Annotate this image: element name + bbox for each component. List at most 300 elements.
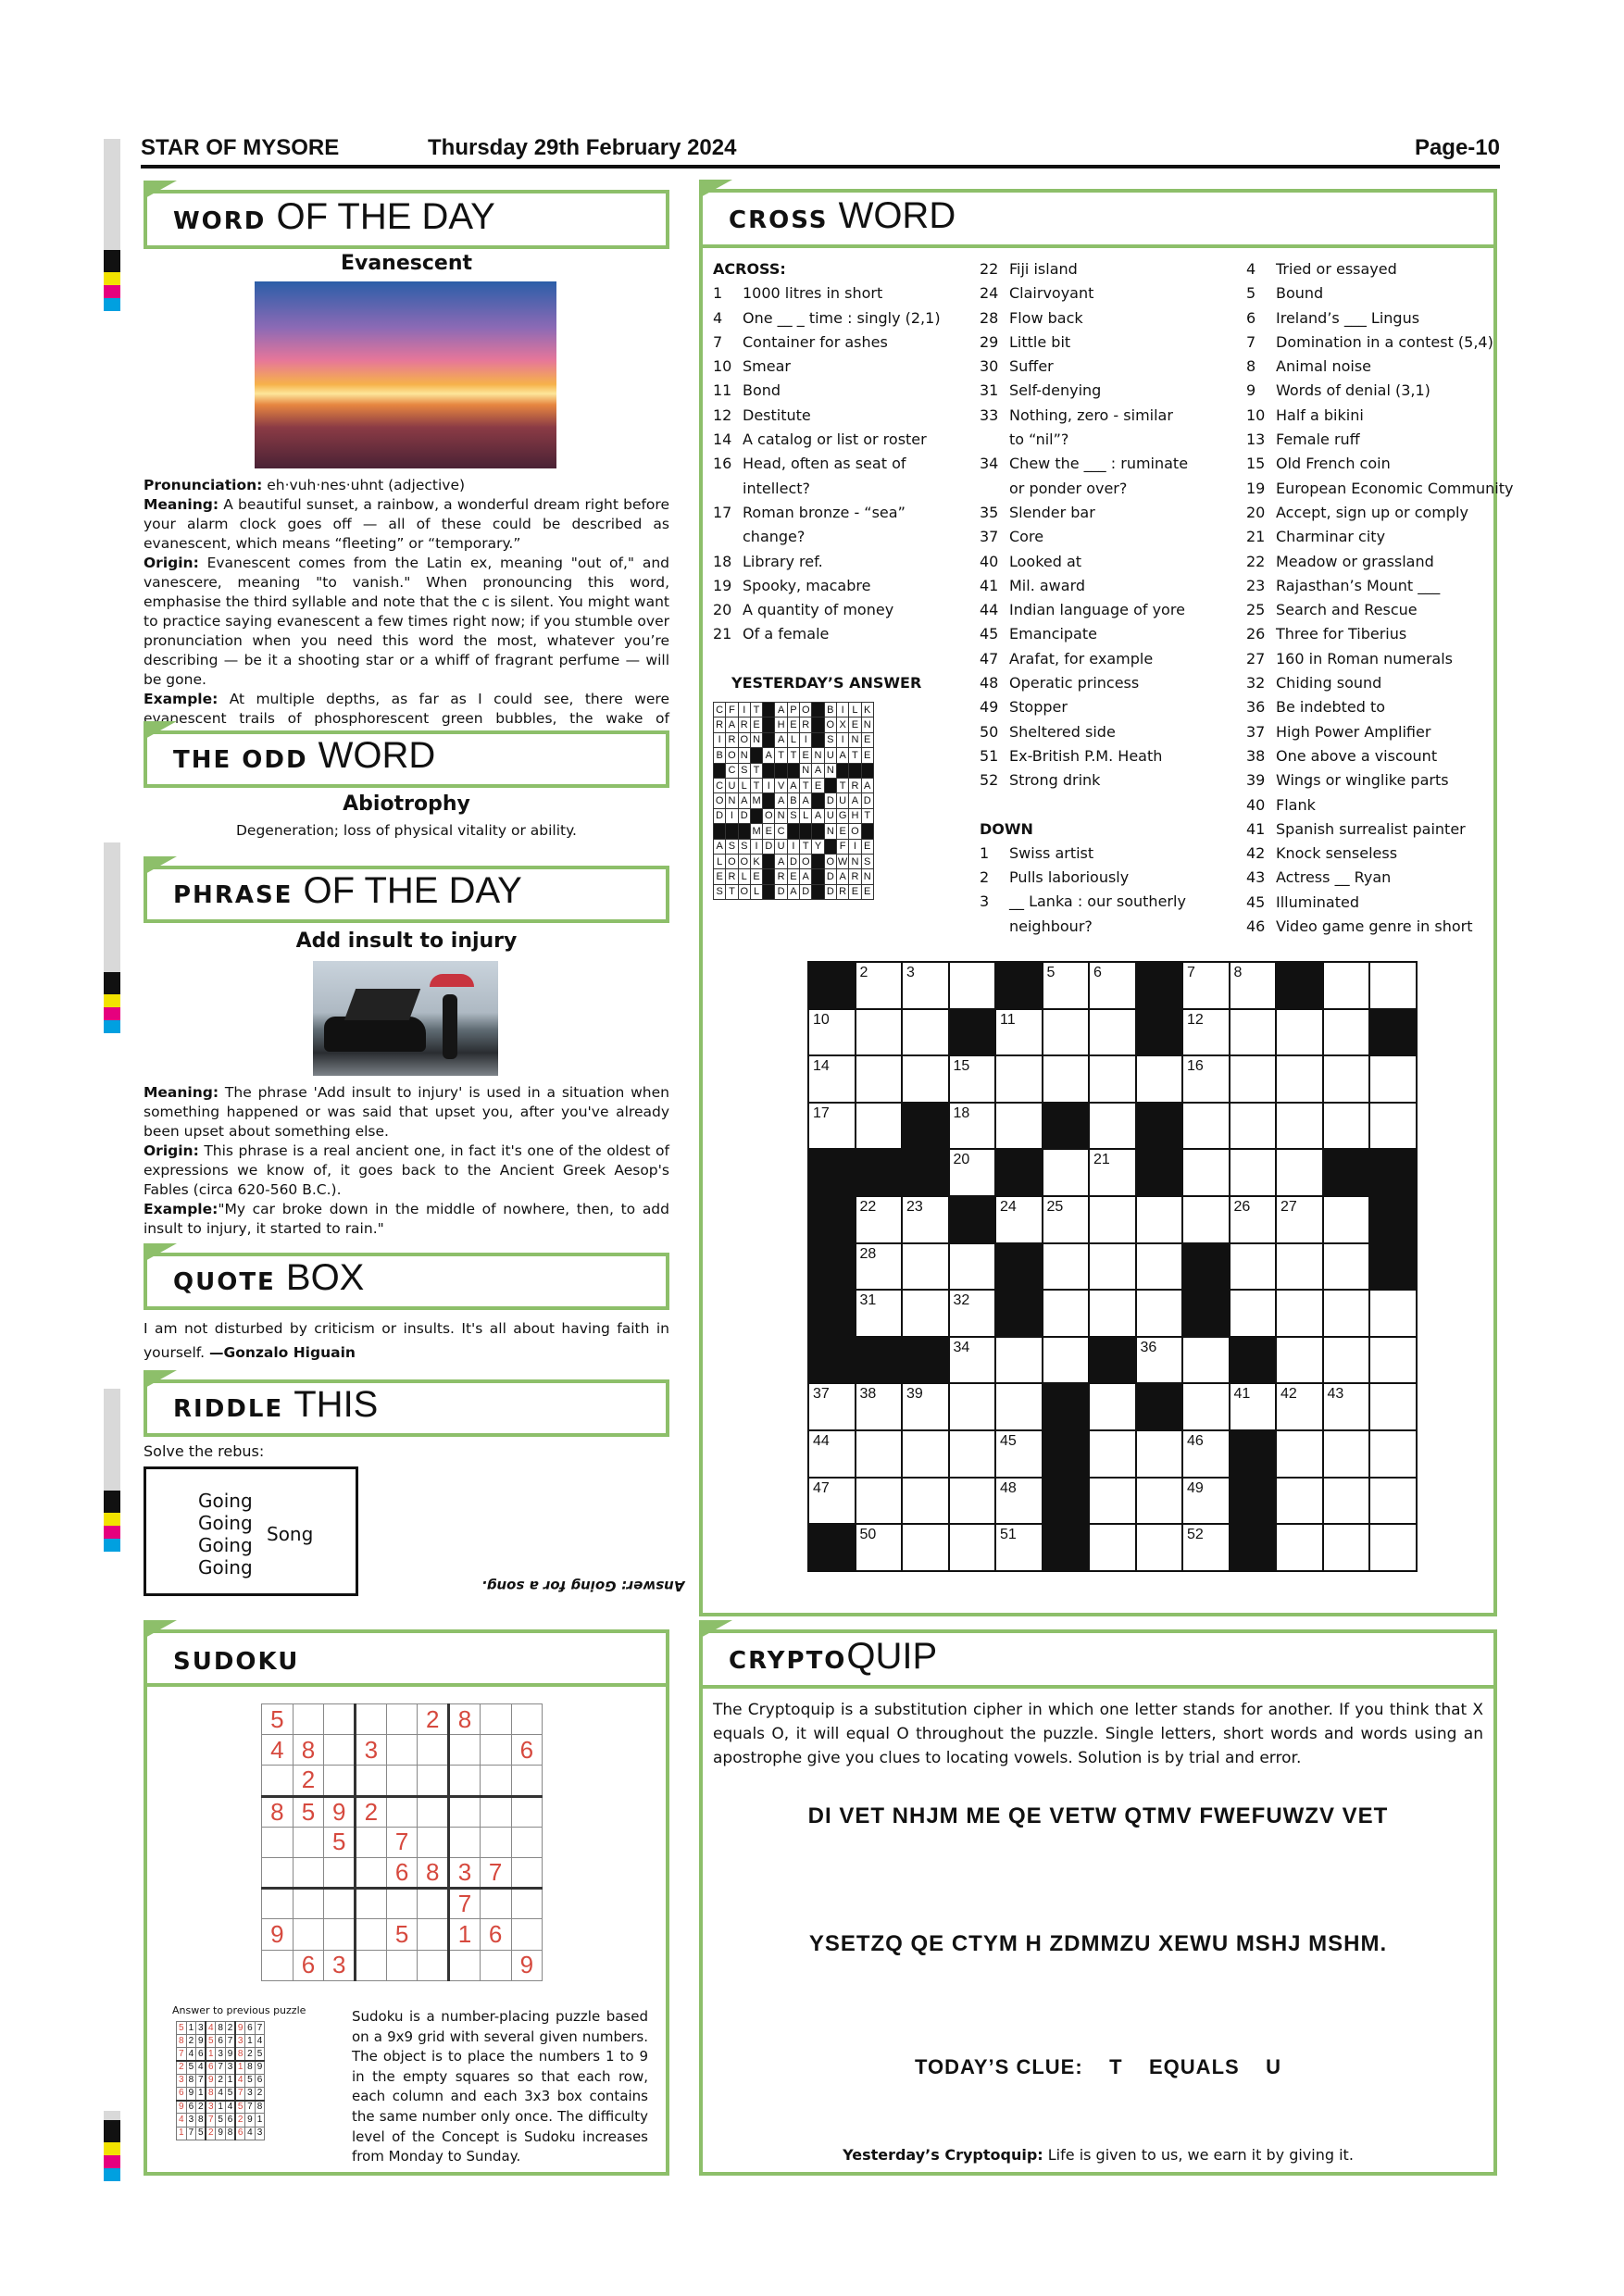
clue [713, 428, 963, 452]
sudoku-cell[interactable] [480, 1735, 511, 1766]
answer-cell: R [726, 732, 738, 747]
rebus-box [144, 1466, 358, 1596]
cell-number: 42 [1280, 1386, 1297, 1403]
crossword-cell[interactable] [995, 1055, 1043, 1103]
crossword-cell[interactable] [1230, 1009, 1277, 1056]
crossword-cell[interactable] [902, 1196, 949, 1243]
crossword-cell[interactable] [1369, 1478, 1417, 1525]
clue [1246, 331, 1496, 355]
crossword-cell[interactable] [1182, 1009, 1230, 1056]
sudoku-cell[interactable] [293, 1827, 324, 1857]
sudoku-cell: 3 [449, 1857, 481, 1888]
crossword-cell[interactable] [856, 1290, 903, 1337]
crossword-cell[interactable] [1043, 1009, 1090, 1056]
sudoku-cell[interactable] [356, 1857, 387, 1888]
answer-cell [812, 718, 824, 732]
crossword-cell[interactable] [856, 1009, 903, 1056]
answer-cell: 4 [177, 2114, 187, 2127]
riddle-prompt: Solve the rebus: [144, 1442, 265, 1460]
crossword-cell[interactable] [1230, 1196, 1277, 1243]
clue-text: Rajasthan’s Mount ___ [1276, 576, 1441, 594]
sudoku-cell[interactable] [449, 1796, 481, 1827]
crossword-cell[interactable] [1323, 1337, 1370, 1384]
answer-cell: S [824, 732, 836, 747]
cell-number: 41 [1233, 1386, 1251, 1403]
clue-text: Roman bronze - “sea” [743, 503, 906, 521]
sudoku-cell[interactable] [324, 1857, 356, 1888]
crossword-cell[interactable] [1043, 1055, 1090, 1103]
sudoku-grid [261, 1703, 543, 1981]
sudoku-cell[interactable] [511, 1827, 543, 1857]
crossword-cell[interactable] [949, 1478, 996, 1525]
answer-cell: D [824, 869, 836, 884]
crossword-cell[interactable] [1043, 1243, 1090, 1291]
crossword-cell[interactable] [949, 1103, 996, 1150]
crossword-cell[interactable] [1323, 1478, 1370, 1525]
answer-cell: A [787, 884, 799, 899]
sudoku-cell[interactable] [418, 1950, 449, 1980]
crossword-cell[interactable] [949, 1430, 996, 1478]
crossword-cell[interactable] [1043, 1337, 1090, 1384]
clue [980, 452, 1230, 476]
sudoku-cell: 2 [293, 1766, 324, 1796]
crossword-cell[interactable] [1089, 962, 1136, 1009]
answer-cell: T [750, 703, 762, 718]
sudoku-cell[interactable] [356, 1827, 387, 1857]
answer-cell: R [849, 869, 861, 884]
clue-text: Flow back [1009, 308, 1083, 327]
crossword-cell[interactable] [1369, 1430, 1417, 1478]
sudoku-cell[interactable] [356, 1919, 387, 1950]
clue-number: 29 [980, 332, 999, 351]
crossword-cell[interactable] [995, 1430, 1043, 1478]
crossword-cell[interactable] [856, 1055, 903, 1103]
answer-cell [763, 763, 775, 778]
answer-cell: O [824, 718, 836, 732]
crossword-cell[interactable] [949, 1337, 996, 1384]
riddle-answer: Answer: Going for a song. [481, 1578, 685, 1594]
sudoku-cell[interactable] [480, 1796, 511, 1827]
sudoku-cell: 6 [386, 1857, 418, 1888]
sudoku-cell[interactable] [511, 1889, 543, 1919]
crossword-cell[interactable] [902, 1009, 949, 1056]
crossword-cell [1369, 1149, 1417, 1196]
crossword-cell[interactable] [995, 1196, 1043, 1243]
crossword-cell[interactable] [1323, 1055, 1370, 1103]
answer-cell [763, 793, 775, 808]
crossword-cell [856, 1337, 903, 1384]
crossword-cell[interactable] [856, 1243, 903, 1291]
crossword-cell[interactable] [856, 1430, 903, 1478]
crossword-cell[interactable] [902, 1055, 949, 1103]
crossword-cell[interactable] [1136, 1478, 1183, 1525]
answer-cell: U [775, 839, 787, 854]
crossword-cell[interactable] [1043, 962, 1090, 1009]
answer-cell: A [800, 869, 812, 884]
crossword-cell[interactable] [1182, 1103, 1230, 1150]
sudoku-cell[interactable] [511, 1857, 543, 1888]
crossword-cell[interactable] [856, 962, 903, 1009]
crossword-cell[interactable] [856, 1524, 903, 1571]
crossword-cell[interactable] [1089, 1196, 1136, 1243]
crossword-cell[interactable] [1230, 962, 1277, 1009]
clue-text: Little bit [1009, 332, 1071, 351]
sudoku-cell[interactable] [386, 1889, 418, 1919]
crossword-cell[interactable] [1369, 1103, 1417, 1150]
sudoku-cell[interactable] [293, 1889, 324, 1919]
crossword-cell[interactable] [1369, 1290, 1417, 1337]
clue-text: Fiji island [1009, 260, 1078, 278]
crossword-cell[interactable] [1089, 1009, 1136, 1056]
answer-cell: I [750, 839, 762, 854]
crossword-cell[interactable] [949, 1243, 996, 1291]
crossword-cell[interactable] [995, 1524, 1043, 1571]
clue-number: 19 [713, 576, 732, 594]
clue-text: Swiss artist [1009, 843, 1094, 862]
clue-number: 20 [1246, 503, 1266, 521]
crossword-cell[interactable] [808, 1383, 856, 1430]
answer-cell: 5 [245, 2074, 256, 2087]
crossword-cell[interactable] [1230, 1149, 1277, 1196]
crossword-cell[interactable] [1323, 1243, 1370, 1291]
clue [980, 671, 1230, 695]
crossword-cell[interactable] [856, 1478, 903, 1525]
crossword-cell[interactable] [1182, 962, 1230, 1009]
sudoku-cell[interactable] [418, 1796, 449, 1827]
cell-number: 31 [859, 1292, 877, 1309]
answer-cell: 5 [225, 2087, 235, 2100]
sudoku-cell[interactable] [324, 1735, 356, 1766]
crossword-cell[interactable] [949, 1290, 996, 1337]
answer-cell [812, 869, 824, 884]
sudoku-cell[interactable] [418, 1735, 449, 1766]
sudoku-cell[interactable] [324, 1766, 356, 1796]
clue-number: 34 [980, 455, 999, 473]
clue [1246, 817, 1496, 842]
crossword-cell [995, 962, 1043, 1009]
answer-cell [714, 824, 726, 839]
crossword-cell[interactable] [1182, 1524, 1230, 1571]
sudoku-cell[interactable] [262, 1857, 294, 1888]
answer-cell: 7 [216, 2061, 226, 2074]
answer-cell: A [775, 703, 787, 718]
sudoku-cell[interactable] [386, 1950, 418, 1980]
sudoku-cell[interactable] [262, 1889, 294, 1919]
sudoku-cell: 9 [262, 1919, 294, 1950]
sudoku-cell[interactable] [449, 1827, 481, 1857]
pronunciation: eh·vuh·nes·uhnt (adjective) [267, 477, 466, 493]
answer-cell: A [714, 839, 726, 854]
meaning: A beautiful sunset, a rainbow, a wonderful dream right before your alarm clock goes off — all of these could be described as evanescent, which means “fleeting” or “temporary.” [144, 496, 669, 552]
crossword-cell[interactable] [1276, 1430, 1323, 1478]
sudoku-cell[interactable] [386, 1704, 418, 1735]
crossword-cell[interactable] [1276, 1103, 1323, 1150]
clue [1246, 477, 1514, 501]
crossword-cell [808, 1196, 856, 1243]
answer-cell: I [800, 732, 812, 747]
answer-cell [812, 824, 824, 839]
sudoku-cell[interactable] [324, 1704, 356, 1735]
crossword-cell[interactable] [949, 1524, 996, 1571]
cell-number: 32 [953, 1292, 970, 1309]
sudoku-cell[interactable] [386, 1766, 418, 1796]
crossword-cell[interactable] [808, 1103, 856, 1150]
clue [980, 257, 1230, 281]
answer-cell: 9 [235, 2022, 245, 2035]
crossword-cell[interactable] [1089, 1524, 1136, 1571]
crossword-cell[interactable] [1230, 1243, 1277, 1291]
crossword-cell[interactable] [1276, 1149, 1323, 1196]
crossword-cell[interactable] [1182, 1430, 1230, 1478]
sudoku-cell[interactable] [386, 1735, 418, 1766]
sudoku-cell[interactable] [356, 1889, 387, 1919]
crossword-cell[interactable] [1182, 1055, 1230, 1103]
crossword-cell[interactable] [1276, 1290, 1323, 1337]
clue-number: 22 [1246, 552, 1266, 570]
crossword-cell[interactable] [1136, 1430, 1183, 1478]
sudoku-cell[interactable] [262, 1827, 294, 1857]
sudoku-cell[interactable] [480, 1889, 511, 1919]
crossword-cell[interactable] [995, 1337, 1043, 1384]
crossword-cell[interactable] [1043, 1149, 1090, 1196]
sudoku-cell[interactable] [511, 1796, 543, 1827]
crossword-cell[interactable] [1089, 1149, 1136, 1196]
crossword-cell[interactable] [1369, 1055, 1417, 1103]
sudoku-cell[interactable] [418, 1827, 449, 1857]
crossword-cell[interactable] [1323, 1196, 1370, 1243]
crossword-cell[interactable] [1323, 1009, 1370, 1056]
crossword-cell[interactable] [902, 1478, 949, 1525]
crossword-cell[interactable] [1276, 1524, 1323, 1571]
sudoku-cell[interactable] [356, 1950, 387, 1980]
sudoku-cell: 6 [480, 1919, 511, 1950]
heading-part: WORD [838, 195, 956, 236]
crossword-cell[interactable] [1136, 1243, 1183, 1291]
crossword-cell[interactable] [1323, 1383, 1370, 1430]
crossword-cell[interactable] [1276, 1337, 1323, 1384]
answer-cell: F [836, 839, 848, 854]
crossword-cell[interactable] [1323, 1103, 1370, 1150]
crossword-cell[interactable] [995, 1009, 1043, 1056]
clue-number: 3 [980, 892, 990, 911]
crossword-cell[interactable] [1089, 1478, 1136, 1525]
crossword-cell [808, 962, 856, 1009]
crossword-cell[interactable] [995, 1383, 1043, 1430]
answer-cell: P [787, 703, 799, 718]
answer-cell: U [824, 808, 836, 823]
crossword-cell[interactable] [949, 962, 996, 1009]
sudoku-cell[interactable] [449, 1950, 481, 1980]
crossword-cell[interactable] [1136, 1290, 1183, 1337]
clue-number: 45 [1246, 892, 1266, 911]
sudoku-cell[interactable] [511, 1919, 543, 1950]
cell-number: 27 [1280, 1198, 1297, 1215]
crossword-cell[interactable] [1182, 1196, 1230, 1243]
crossword-cell[interactable] [1323, 962, 1370, 1009]
sudoku-description: Sudoku is a number-placing puzzle based on a 9x9 grid with several given numbers. The object is to place the numbers 1 to 9 in the empty squares so that each row, each column and each 3x3 box contains the same number only once. The difficulty level of the Concept is Sudoku increases from Monday to Sunday. [352, 2008, 648, 2165]
crossword-cell[interactable] [995, 1103, 1043, 1150]
answer-cell: T [750, 778, 762, 792]
answer-cell: S [738, 763, 750, 778]
crossword-cell[interactable] [1089, 1103, 1136, 1150]
crossword-cell[interactable] [1089, 1243, 1136, 1291]
answer-cell: L [787, 732, 799, 747]
crossword-cell[interactable] [1136, 1055, 1183, 1103]
crossword-cell[interactable] [1323, 1430, 1370, 1478]
cell-number: 52 [1187, 1527, 1204, 1543]
registration-marks [104, 842, 120, 1033]
crossword-cell[interactable] [1276, 1478, 1323, 1525]
rebus-word: Going [198, 1534, 253, 1556]
answer-cell: E [714, 869, 726, 884]
clue-number: 19 [1246, 479, 1266, 497]
crossword-cell[interactable] [902, 1290, 949, 1337]
sudoku-cell[interactable] [293, 1919, 324, 1950]
clue-text: Chiding sound [1276, 674, 1382, 693]
crossword-cell[interactable] [856, 1196, 903, 1243]
meaning: The phrase 'Add insult to injury' is used in a situation when something happened or was said that upset you, after you've already been upset about something else. [144, 1084, 669, 1140]
crossword-cell[interactable] [1182, 1383, 1230, 1430]
answer-cell: 3 [216, 2048, 226, 2061]
crossword-cell[interactable] [1230, 1103, 1277, 1150]
crossword-cell[interactable] [1230, 1290, 1277, 1337]
sudoku-cell[interactable] [418, 1889, 449, 1919]
answer-cell: 4 [206, 2022, 216, 2035]
crossword-cell[interactable] [1230, 1055, 1277, 1103]
page-header [141, 130, 1500, 168]
cryptoquip-line-1: DI VET NHJM ME QE VETW QTMV FWEFUWZV VET [807, 1803, 1389, 1828]
cell-number: 16 [1187, 1058, 1204, 1075]
crossword-cell[interactable] [1276, 1196, 1323, 1243]
crossword-cell[interactable] [808, 1478, 856, 1525]
sudoku-cell[interactable] [418, 1919, 449, 1950]
crossword-cell[interactable] [995, 1478, 1043, 1525]
crossword-grid [807, 961, 1418, 1572]
answer-cell [812, 854, 824, 868]
answer-cell: 2 [255, 2087, 265, 2100]
answer-cell: I [726, 808, 738, 823]
crossword-cell[interactable] [902, 962, 949, 1009]
crossword-cell[interactable] [1369, 1383, 1417, 1430]
crossword-cell[interactable] [1182, 1337, 1230, 1384]
answer-cell: 5 [216, 2114, 226, 2127]
sudoku-cell[interactable] [262, 1766, 294, 1796]
crossword-cell[interactable] [1323, 1524, 1370, 1571]
answer-cell: O [738, 854, 750, 868]
sudoku-cell[interactable] [449, 1735, 481, 1766]
crossword-cell[interactable] [1276, 1383, 1323, 1430]
crossword-cell[interactable] [1089, 1383, 1136, 1430]
cell-number: 8 [1233, 965, 1243, 980]
crossword-cell[interactable] [949, 1055, 996, 1103]
sudoku-cell[interactable] [449, 1766, 481, 1796]
sudoku-cell[interactable] [480, 1950, 511, 1980]
crossword-cell[interactable] [1276, 1243, 1323, 1291]
sudoku-cell[interactable] [418, 1766, 449, 1796]
answer-cell: 6 [225, 2114, 235, 2127]
sudoku-cell[interactable] [262, 1950, 294, 1980]
clue [1246, 355, 1496, 379]
sudoku-cell[interactable] [511, 1766, 543, 1796]
crossword-cell[interactable] [1089, 1055, 1136, 1103]
crossword-cell[interactable] [1230, 1383, 1277, 1430]
clue-number: 31 [980, 381, 999, 400]
clue [1246, 695, 1496, 719]
sudoku-cell[interactable] [480, 1766, 511, 1796]
sudoku-cell[interactable] [356, 1766, 387, 1796]
crossword-cell[interactable] [1043, 1290, 1090, 1337]
crossword-cell[interactable] [902, 1243, 949, 1291]
crossword-cell[interactable] [902, 1524, 949, 1571]
sudoku-cell[interactable] [293, 1857, 324, 1888]
crossword-cell[interactable] [1136, 1196, 1183, 1243]
crossword-cell[interactable] [1136, 1524, 1183, 1571]
crossword-cell[interactable] [1323, 1290, 1370, 1337]
clue-text: Library ref. [743, 552, 823, 570]
crossword-cell[interactable] [808, 1430, 856, 1478]
cell-number: 46 [1187, 1432, 1204, 1449]
crossword-cell[interactable] [949, 1383, 996, 1430]
sudoku-cell[interactable] [511, 1704, 543, 1735]
origin: Evanescent comes from the Latin ex, meaning "out of," and vanescere, meaning "to vanish." When pronouncing this word, emphasise the third syllable and note that the c is silent. You might want to practice saying evanescent a few times right now; if you stumble over pronunciation when you need this word the most, whatever you’re describing — be it a shooting star or a whiff of fragrant perfume — will be gone. [144, 555, 669, 688]
crossword-cell[interactable] [1369, 1524, 1417, 1571]
sudoku-cell[interactable] [386, 1796, 418, 1827]
sudoku-cell[interactable] [480, 1827, 511, 1857]
answer-cell [750, 748, 762, 763]
clue [713, 477, 963, 501]
crossword-cell[interactable] [808, 1055, 856, 1103]
answer-cell [861, 824, 873, 839]
crossword-cell[interactable] [1136, 1337, 1183, 1384]
crossword-cell[interactable] [808, 1009, 856, 1056]
crossword-cell[interactable] [949, 1149, 996, 1196]
crossword-cell[interactable] [1369, 1337, 1417, 1384]
answer-cell: 2 [216, 2074, 226, 2087]
answer-cell [763, 869, 775, 884]
sudoku-cell[interactable] [356, 1704, 387, 1735]
clue-number: 45 [980, 625, 999, 643]
sudoku-cell[interactable] [480, 1704, 511, 1735]
answer-cell: 7 [225, 2035, 235, 2048]
crossword-cell[interactable] [902, 1430, 949, 1478]
crossword-cell[interactable] [856, 1383, 903, 1430]
answer-cell: 3 [255, 2127, 265, 2140]
answer-cell: A [812, 808, 824, 823]
crossword-cell[interactable] [1043, 1196, 1090, 1243]
crossword-cell [808, 1149, 856, 1196]
crossword-cell[interactable] [1369, 962, 1417, 1009]
crossword-cell[interactable] [1182, 1149, 1230, 1196]
crossword-cell[interactable] [1276, 1009, 1323, 1056]
clue-number: 5 [1246, 284, 1256, 303]
crossword-heading [699, 189, 1497, 248]
sudoku-cell[interactable] [324, 1919, 356, 1950]
crossword-cell[interactable] [856, 1103, 903, 1150]
sudoku-cell[interactable] [324, 1889, 356, 1919]
sudoku-cell[interactable] [293, 1704, 324, 1735]
answer-cell: F [726, 703, 738, 718]
crossword-cell[interactable] [1276, 1055, 1323, 1103]
crossword-cell[interactable] [1182, 1478, 1230, 1525]
crossword-cell[interactable] [902, 1383, 949, 1430]
crossword-cell[interactable] [1089, 1430, 1136, 1478]
answer-cell: A [775, 854, 787, 868]
clue-text: Pulls laboriously [1009, 868, 1130, 887]
answer-cell: N [738, 748, 750, 763]
crossword-cell [1089, 1337, 1136, 1384]
crossword-cell[interactable] [1089, 1290, 1136, 1337]
clue-text: Ex-British P.M. Heath [1009, 746, 1163, 765]
